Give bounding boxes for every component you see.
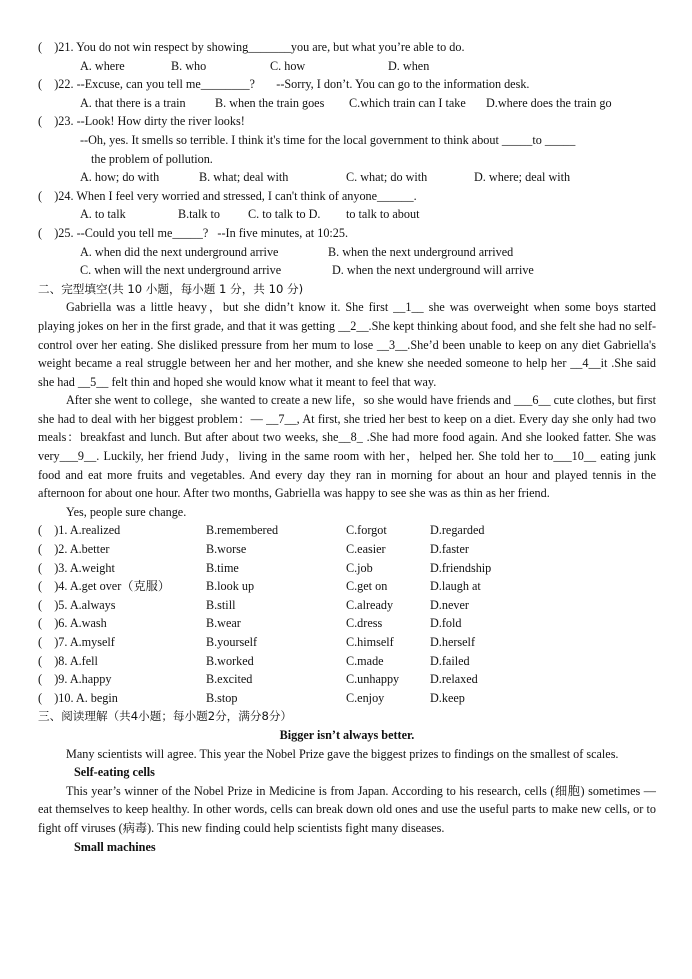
question-25-options-cd	[38, 261, 656, 280]
passage-paragraph-2: After she went to college，she wanted to create a new life，so she would have friends and ___6__ cute clothes, but first she had to deal with her biggest problem：— __7__, At first, she tried her best to keep on a diet. Every day she only had two meals：breakfast and lunch. But after about two weeks, she__8_ .She had more food again. And she looked fatter. She was very___9__. Luckily, her friend Judy，living in the same room with her，helped her. She told her to___10__ eating junk food and eat more fruits and vegetables. And every day they ran in morning for about an hour and played tennis in the afternoon for about one hour. After two months, Gabriella was happy to see she was as thin as her friend.	[38, 393, 656, 501]
cloze-d[interactable]: D.keep	[430, 690, 465, 705]
cloze-a[interactable]: ( )9. A.happy	[38, 672, 112, 687]
cloze-options	[38, 521, 656, 707]
cloze-b[interactable]: B.wear	[206, 616, 241, 631]
question-23: ( )23. --Look! How dirty the river looks!	[38, 114, 245, 129]
section-2-title: 二、完型填空(共 10 小题，每小题 1 分，共 10 分)	[38, 281, 304, 296]
cloze-d[interactable]: D.herself	[430, 635, 476, 649]
passage-paragraph-3: Yes, people sure change.	[66, 504, 187, 519]
question-24-options	[38, 205, 656, 224]
cloze-row-10	[38, 689, 656, 708]
cloze-row-4	[38, 577, 656, 596]
option-d[interactable]: D.where does the train go	[486, 95, 612, 110]
cloze-c[interactable]: C.get on	[346, 579, 388, 594]
cloze-b[interactable]: B.time	[206, 560, 239, 575]
section-3-title: 三、阅读理解（共4小题；每小题2分，满分8分）	[38, 709, 293, 724]
cloze-row-1	[38, 521, 656, 540]
cloze-c[interactable]: C.dress	[346, 616, 383, 631]
cloze-a[interactable]: ( )4. A.get over（克服）	[38, 579, 171, 594]
cloze-a[interactable]: ( )10. A. begin	[38, 690, 118, 705]
cloze-d[interactable]: D.regarded	[430, 523, 485, 538]
option-b[interactable]: B.talk to	[178, 207, 220, 222]
question-25-options-ab	[38, 243, 656, 262]
cloze-c[interactable]: C.enjoy	[346, 690, 385, 705]
option-b[interactable]: B. when the train goes	[215, 95, 325, 110]
question-24: ( )24. When I feel very worried and stressed, I can't think of anyone______.	[38, 188, 417, 203]
cloze-b[interactable]: B.still	[206, 597, 236, 612]
question-25: ( )25. --Could you tell me_____? --In five minutes, at 10:25.	[38, 225, 349, 240]
option-d[interactable]: D. when the next underground will arrive	[332, 263, 534, 278]
cloze-d[interactable]: D.friendship	[430, 560, 492, 575]
cloze-d[interactable]: D.failed	[430, 653, 470, 668]
option-d[interactable]: D. where; deal with	[474, 170, 571, 185]
cloze-c[interactable]: C.unhappy	[346, 672, 400, 687]
heading-self-eating-cells: Self-eating cells	[74, 765, 155, 780]
cloze-row-5	[38, 596, 656, 615]
cloze-d[interactable]: D.never	[430, 597, 469, 612]
cloze-a[interactable]: ( )7. A.myself	[38, 635, 115, 649]
cloze-b[interactable]: B.look up	[206, 579, 255, 594]
question-22: ( )22. --Excuse, can you tell me________? --Sorry, I don’t. You can go to the information desk.	[38, 77, 530, 92]
question-23-dialog: --Oh, yes. It smells so terrible. I think it's time for the local government to think about _____to _____	[80, 132, 576, 147]
option-c[interactable]: C.which train can I take	[349, 95, 466, 110]
cloze-a[interactable]: ( )2. A.better	[38, 542, 110, 557]
option-a[interactable]: A. when did the next underground arrive	[80, 244, 279, 259]
heading-small-machines: Small machines	[74, 839, 156, 854]
option-d[interactable]: to talk to about	[346, 207, 420, 222]
cloze-b[interactable]: B.yourself	[206, 635, 258, 649]
option-c[interactable]: C. how	[270, 58, 306, 73]
option-a[interactable]: A. to talk	[80, 207, 126, 222]
option-a[interactable]: A. that there is a train	[80, 95, 186, 110]
cloze-row-2	[38, 540, 656, 559]
cloze-d[interactable]: D.laugh at	[430, 579, 481, 594]
cloze-a[interactable]: ( )3. A.weight	[38, 560, 115, 575]
cloze-a[interactable]: ( )5. A.always	[38, 597, 116, 612]
cloze-a[interactable]: ( )6. A.wash	[38, 616, 107, 631]
cloze-c[interactable]: C.already	[346, 597, 394, 612]
cloze-d[interactable]: D.faster	[430, 542, 469, 557]
cloze-c[interactable]: C.forgot	[346, 523, 387, 538]
option-b[interactable]: B. what; deal with	[199, 170, 289, 185]
cloze-d[interactable]: D.fold	[430, 616, 462, 631]
option-d[interactable]: D. when	[388, 58, 430, 73]
question-23-dialog-cont: the problem of pollution.	[91, 151, 213, 166]
cloze-c[interactable]: C.job	[346, 560, 373, 575]
option-c[interactable]: C. what; do with	[346, 170, 428, 185]
reading-paragraph-1: This year’s winner of the Nobel Prize in Medicine is from Japan. According to his research, cells (细胞) sometimes —eat themselves to keep healthy. In other words, cells can break down old ones and use the useful parts to make new cells, or to fight off viruses (病毒). This new finding could help scientists fight many diseases.	[38, 783, 656, 835]
option-c[interactable]: C. when will the next underground arrive	[80, 263, 282, 278]
passage-paragraph-1: Gabriella was a little heavy，but she didn’t know it. She first __1__ she was overweight when some boys started playing jokes on her in the first grade, and that it was getting __2__.She kept thinking about food, and she felt she had no self-control over her eating. She disliked pressure from her mum to lose __3__.She’d been unable to keep on any diet Gabriella's weight became a real struggle between her and her mother, and she knew she needed someone to help her __4__it .She said she had __5__ felt thin and hoped she would know what it meant to feel that way.	[38, 300, 656, 389]
reading-intro: Many scientists will agree. This year the Nobel Prize gave the biggest prizes to findings on the smallest of scales.	[66, 746, 619, 761]
reading-title: Bigger isn’t always better.	[279, 727, 415, 742]
option-c[interactable]: C. to talk to D.	[248, 207, 321, 222]
cloze-b[interactable]: B.remembered	[206, 523, 279, 538]
cloze-c[interactable]: C.made	[346, 653, 384, 668]
cloze-a[interactable]: ( )1. A.realized	[38, 523, 121, 538]
cloze-a[interactable]: ( )8. A.fell	[38, 653, 98, 668]
cloze-b[interactable]: B.worked	[206, 653, 254, 668]
question-23-options	[38, 168, 656, 187]
cloze-row-6	[38, 614, 656, 633]
question-21: ( )21. You do not win respect by showing_______you are, but what you’re able to do.	[38, 40, 465, 54]
cloze-b[interactable]: B.stop	[206, 690, 238, 705]
cloze-row-3	[38, 559, 656, 578]
exam-page	[38, 38, 656, 856]
cloze-row-8	[38, 652, 656, 671]
cloze-b[interactable]: B.excited	[206, 672, 253, 687]
option-b[interactable]: B. who	[171, 58, 207, 73]
option-a[interactable]: A. how; do with	[80, 170, 160, 185]
cloze-row-9	[38, 670, 656, 689]
cloze-d[interactable]: D.relaxed	[430, 672, 478, 687]
option-b[interactable]: B. when the next underground arrived	[328, 244, 514, 259]
cloze-c[interactable]: C.himself	[346, 635, 394, 649]
cloze-row-7	[38, 633, 656, 652]
cloze-c[interactable]: C.easier	[346, 542, 386, 557]
question-21-options	[38, 57, 656, 76]
cloze-b[interactable]: B.worse	[206, 542, 247, 557]
option-a[interactable]: A. where	[80, 58, 125, 73]
question-22-options	[38, 94, 656, 113]
